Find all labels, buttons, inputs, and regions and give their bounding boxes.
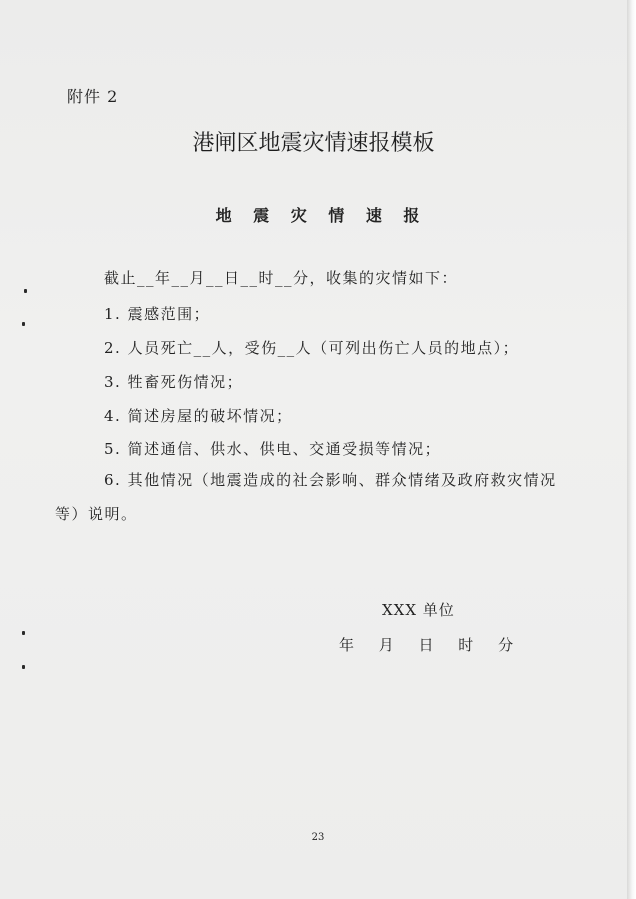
list-item: 2. 人员死亡__人，受伤__人（可列出伤亡人员的地点）； — [104, 339, 520, 357]
binding-hole-mark — [24, 289, 27, 293]
report-subtitle: 地 震 灾 情 速 报 — [215, 206, 428, 225]
document-title: 港闸区地震灾情速报模板 — [192, 131, 435, 156]
page-number: 23 — [311, 832, 325, 843]
list-item: 6. 其他情况（地震造成的社会影响、群众情绪及政府救灾情况 — [104, 471, 557, 489]
binding-hole-mark — [22, 631, 25, 635]
page-edge — [627, 0, 636, 899]
list-item: 1. 震感范围； — [104, 305, 211, 323]
intro-line: 截止__年__月__日__时__分，收集的灾情如下： — [104, 269, 459, 287]
list-item: 3. 牲畜死伤情况； — [104, 373, 244, 391]
list-item-continuation: 等）说明。 — [55, 505, 138, 523]
list-item: 4. 简述房屋的破坏情况； — [104, 407, 293, 425]
list-item: 5. 简述通信、供水、供电、交通受损等情况； — [104, 440, 442, 458]
binding-hole-mark — [22, 665, 25, 669]
attachment-label: 附件 2 — [67, 87, 119, 106]
signature-date: 年 月 日 时 分 — [339, 636, 514, 654]
binding-hole-mark — [22, 322, 25, 326]
signature-unit: XXX 单位 — [382, 601, 455, 619]
